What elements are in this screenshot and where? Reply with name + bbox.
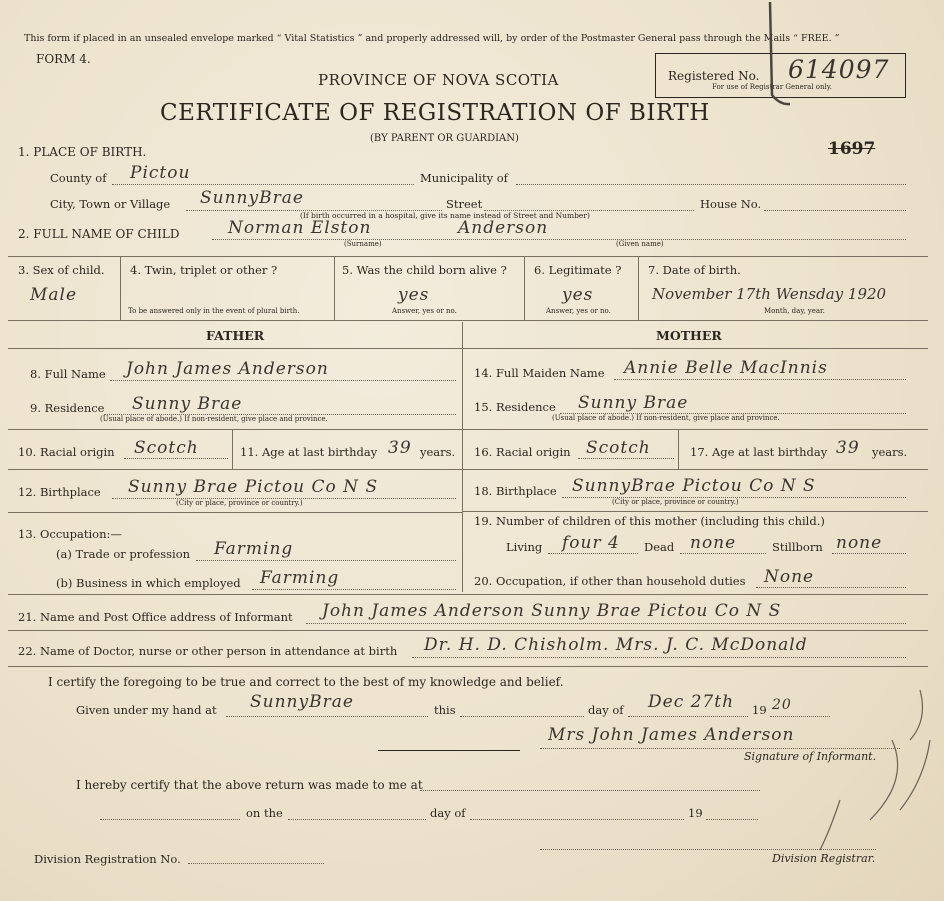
father-years-label: years.	[420, 445, 456, 459]
father-birthplace-label: 12. Birthplace	[18, 485, 101, 499]
alive-value: yes	[398, 285, 430, 305]
mother-name-line	[614, 379, 906, 380]
living-value: four 4	[562, 533, 620, 553]
mother-age-value: 39	[836, 438, 860, 458]
father-business-line	[252, 589, 456, 590]
page-subtitle: (BY PARENT OR GUARDIAN)	[370, 133, 519, 144]
county-value: Pictou	[130, 163, 191, 183]
child-given-name: Norman Elston	[228, 218, 372, 238]
mother-heading: MOTHER	[656, 328, 722, 343]
mother-occupation-label: 20. Occupation, if other than household duties	[474, 574, 746, 588]
alive-note: Answer, yes or no.	[392, 307, 457, 315]
row3-divider-1	[120, 256, 121, 320]
informant-label: 21. Name and Post Office address of Informant	[18, 610, 293, 624]
mother-occupation-value: None	[764, 567, 815, 587]
alive-label: 5. Was the child born alive ?	[342, 263, 507, 277]
mother-race-bottom-rule	[462, 469, 928, 470]
mother-residence-value: Sunny Brae	[578, 393, 689, 413]
father-name-value: John James Anderson	[126, 359, 329, 379]
legitimate-value: yes	[562, 285, 594, 305]
province-heading: PROVINCE OF NOVA SCOTIA	[318, 71, 559, 89]
father-birthplace-note: (City or place, province or country.)	[176, 499, 303, 507]
stillborn-label: Stillborn	[772, 540, 823, 554]
mother-residence-note: (Usual place of abode.) If non-resident, give place and province.	[552, 414, 780, 422]
mother-occupation-line	[756, 587, 906, 588]
father-residence-value: Sunny Brae	[132, 394, 243, 414]
twin-note: To be answered only in the event of plural birth.	[128, 307, 300, 315]
year-prefix: 19	[752, 703, 767, 717]
place-of-birth-label: 1. PLACE OF BIRTH.	[18, 145, 147, 159]
mother-name-label: 14. Full Maiden Name	[474, 366, 605, 380]
year-value: 20	[772, 697, 792, 713]
children-count-label: 19. Number of children of this mother (including this child.)	[474, 514, 825, 528]
row3-divider-4	[638, 256, 639, 320]
date-note: Month, day, year.	[764, 307, 825, 315]
this-label: this	[434, 703, 456, 717]
mother-birthplace-value: SunnyBrae Pictou Co N S	[572, 476, 816, 496]
surname-caption: (Surname)	[344, 240, 382, 248]
form-number: FORM 4.	[36, 52, 91, 66]
given-at-value: SunnyBrae	[250, 692, 354, 712]
father-age-value: 39	[388, 438, 412, 458]
county-label: County of	[50, 171, 107, 185]
division-registration-label: Division Registration No.	[34, 852, 181, 866]
mother-race-top-rule	[462, 429, 928, 430]
father-bp-rule	[8, 512, 462, 513]
city-value: SunnyBrae	[200, 188, 304, 208]
on-the-line	[288, 819, 426, 820]
mother-race-label: 16. Racial origin	[474, 445, 571, 459]
mother-residence-label: 15. Residence	[474, 400, 556, 414]
street-label: Street	[446, 197, 483, 211]
living-line	[548, 553, 638, 554]
mother-name-value: Annie Belle MacInnis	[624, 358, 828, 378]
mother-years-label: years.	[872, 445, 908, 459]
day-of-label: day of	[588, 703, 624, 717]
day-of-line	[628, 716, 748, 717]
pencil-mark	[760, 0, 800, 110]
parents-bottom-rule	[8, 594, 928, 595]
dead-value: none	[690, 533, 737, 553]
dead-label: Dead	[644, 540, 675, 554]
mother-age-label: 17. Age at last birthday	[690, 445, 828, 459]
registered-label: Registered No.	[668, 69, 760, 83]
informant-line	[306, 623, 906, 624]
informant-value: John James Anderson Sunny Brae Pictou Co N S	[322, 601, 782, 621]
father-race-top-rule	[8, 429, 462, 430]
informant-signature: Mrs John James Anderson	[548, 725, 795, 745]
mother-bp-rule	[462, 511, 928, 512]
informant-rule	[8, 630, 928, 631]
doctor-label: 22. Name of Doctor, nurse or other person in attendance at birth	[18, 644, 398, 658]
registrar-day-of-label: day of	[430, 806, 466, 820]
father-name-label: 8. Full Name	[30, 367, 106, 381]
father-name-line	[110, 380, 456, 381]
row3-bottom-rule	[8, 320, 928, 321]
father-occupation-label: 13. Occupation:—	[18, 527, 122, 541]
legitimate-note: Answer, yes or no.	[546, 307, 611, 315]
registrar-at-line	[420, 790, 760, 791]
stillborn-value: none	[836, 533, 883, 553]
mother-birthplace-label: 18. Birthplace	[474, 484, 557, 498]
row3-top-rule	[8, 256, 928, 257]
hospital-note: (If birth occurred in a hospital, give its name instead of Street and Number)	[300, 211, 590, 220]
city-label: City, Town or Village	[50, 197, 171, 211]
county-line	[112, 184, 414, 185]
sex-value: Male	[30, 285, 78, 305]
father-race-label: 10. Racial origin	[18, 445, 115, 459]
margin-scribble	[800, 680, 940, 860]
blank-signature-rule	[378, 750, 520, 751]
father-age-label: 11. Age at last birthday	[240, 445, 378, 459]
registrar-note: For use of Registrar General only.	[712, 83, 832, 91]
parents-heading-rule	[8, 348, 928, 349]
given-at-line	[226, 716, 428, 717]
father-race-value: Scotch	[134, 438, 199, 458]
date-value: November 17th Wensday 1920	[652, 285, 887, 303]
father-trade-label: (a) Trade or profession	[56, 547, 191, 561]
registrar-pre-line	[100, 819, 240, 820]
doctor-value: Dr. H. D. Chisholm. Mrs. J. C. McDonald	[424, 635, 808, 655]
sex-label: 3. Sex of child.	[18, 263, 105, 277]
twin-label: 4. Twin, triplet or other ?	[130, 263, 278, 277]
day-of-value: Dec 27th	[648, 692, 735, 712]
municipality-line	[516, 184, 906, 185]
on-the-label: on the	[246, 806, 283, 820]
father-race-divider	[232, 429, 233, 469]
signature-caption: Signature of Informant.	[744, 750, 877, 763]
given-caption: (Given name)	[616, 240, 664, 248]
this-line	[460, 716, 584, 717]
given-under-hand-label: Given under my hand at	[76, 703, 217, 717]
row3-divider-2	[334, 256, 335, 320]
father-residence-label: 9. Residence	[30, 401, 105, 415]
father-business-value: Farming	[260, 568, 340, 588]
father-birthplace-value: Sunny Brae Pictou Co N S	[128, 477, 379, 497]
file-number: 1697	[828, 139, 876, 159]
registrar-statement: I hereby certify that the above return was made to me at	[76, 778, 423, 792]
legitimate-label: 6. Legitimate ?	[534, 263, 622, 277]
division-registration-line	[188, 863, 324, 864]
father-business-label: (b) Business in which employed	[56, 576, 241, 590]
registrar-day-line	[470, 819, 684, 820]
registrar-year-line	[706, 819, 758, 820]
registrar-year-label: 19	[688, 806, 703, 820]
postal-notice: This form if placed in an unsealed envelope marked “ Vital Statistics ” and properly addressed will, by order of the Postmaster General pass through the Mails “ FREE. ”	[24, 33, 840, 44]
date-label: 7. Date of birth.	[648, 263, 741, 277]
child-name-line	[212, 239, 906, 240]
certify-statement: I certify the foregoing to be true and correct to the best of my knowledge and belief.	[48, 675, 564, 689]
living-label: Living	[506, 540, 543, 554]
doctor-line	[412, 657, 906, 658]
father-trade-line	[196, 560, 456, 561]
parents-divider	[462, 322, 463, 592]
father-trade-value: Farming	[214, 539, 294, 559]
registered-number-value: 614097	[788, 55, 890, 84]
child-surname: Anderson	[458, 218, 549, 238]
page-title: CERTIFICATE OF REGISTRATION OF BIRTH	[160, 100, 710, 126]
house-line	[764, 210, 906, 211]
mother-race-divider	[678, 429, 679, 469]
father-residence-note: (Usual place of abode.) If non-resident, give place and province.	[100, 415, 328, 423]
dead-line	[680, 553, 766, 554]
father-race-line	[124, 458, 228, 459]
mother-race-line	[578, 458, 674, 459]
stillborn-line	[832, 553, 906, 554]
mother-race-value: Scotch	[586, 438, 651, 458]
municipality-label: Municipality of	[420, 171, 508, 185]
row3-divider-3	[524, 256, 525, 320]
father-heading: FATHER	[206, 328, 265, 343]
division-registrar-caption: Division Registrar.	[772, 852, 876, 865]
house-label: House No.	[700, 197, 762, 211]
child-name-label: 2. FULL NAME OF CHILD	[18, 227, 180, 241]
father-race-bottom-rule	[8, 469, 462, 470]
doctor-rule	[8, 666, 928, 667]
mother-birthplace-note: (City or place, province or country.)	[612, 498, 739, 506]
